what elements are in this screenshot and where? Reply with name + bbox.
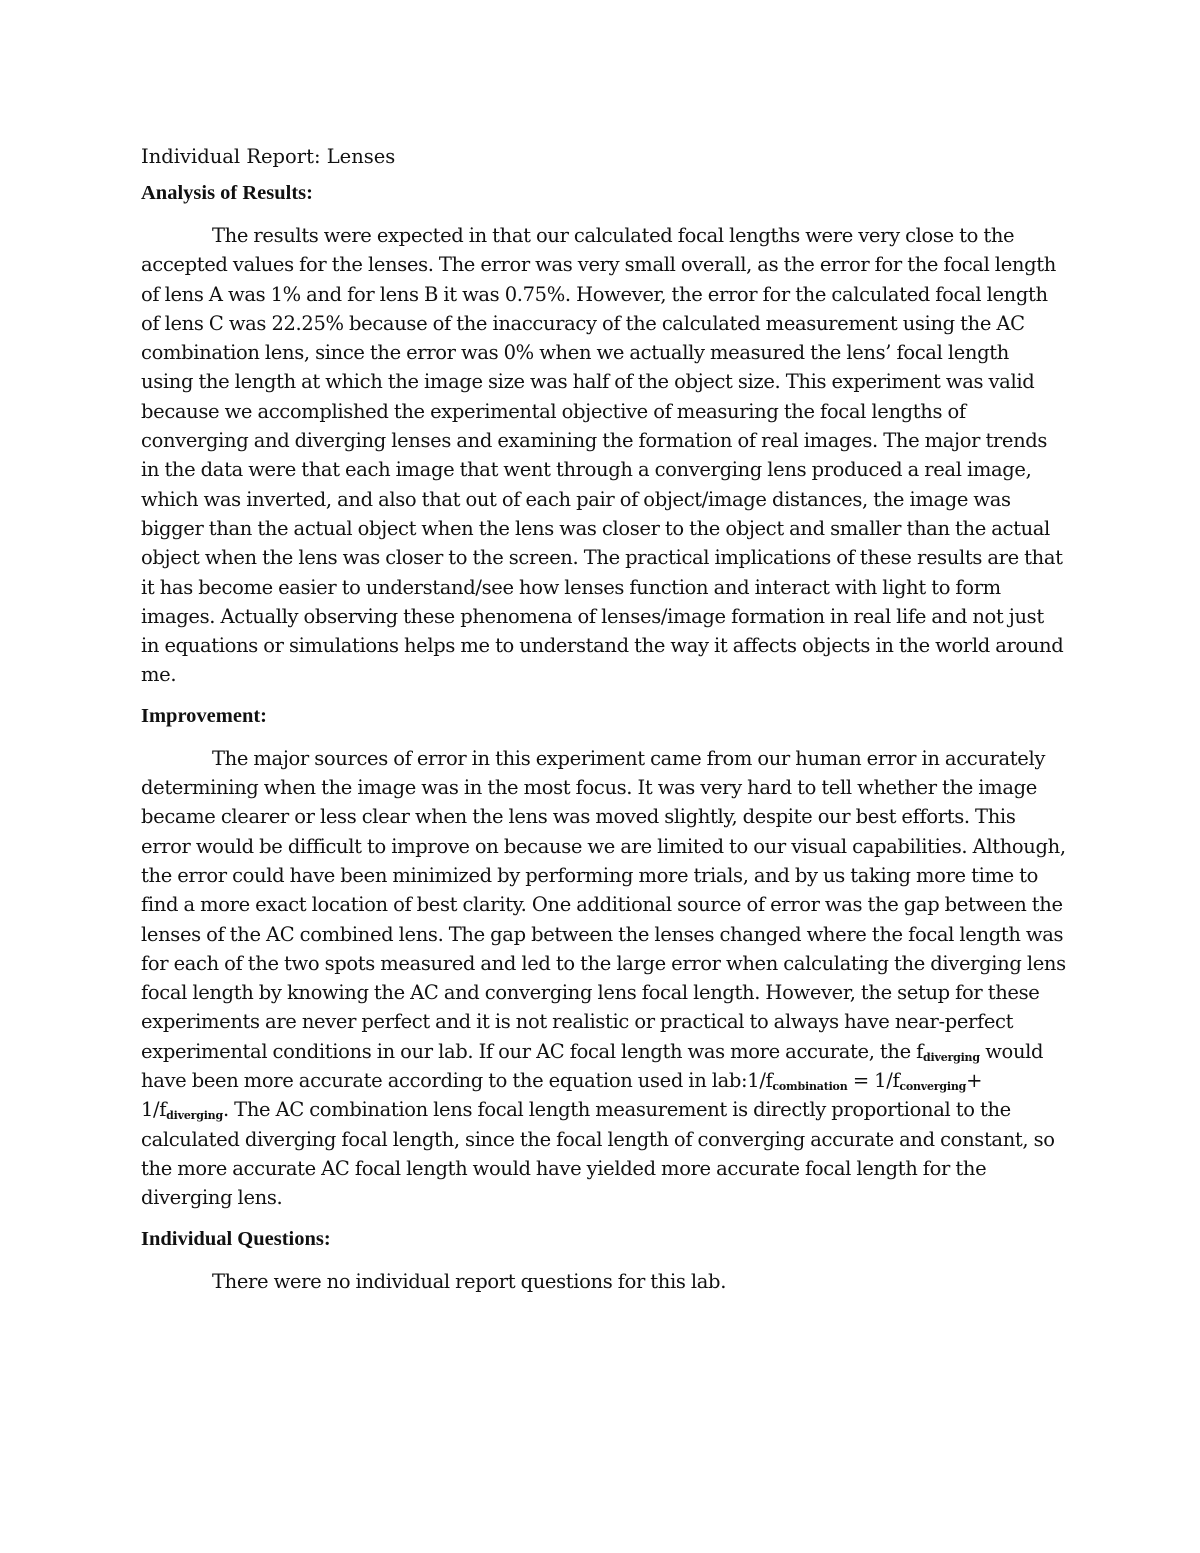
analysis-paragraph: The results were expected in that our calculated focal lengths were very close to the accepted values for the lenses. The error was very small overall, as the error for the focal length of lens A was 1% and for lens B it was 0.75%. However, the error for the calculated focal length of lens C was 22.25% because of the inaccuracy of the calculated measurement using the AC combination lens, since the error was 0% when we actually measured the lens’ focal length using the length at which the image size was half of the object size. This experiment was valid because we accomplished the experimental objective of measuring the focal lengths of converging and diverging lenses and examining the formation of real images. The major trends in the data were that each image that went through a converging lens produced a real image, which was inverted, and also that out of each pair of object/image distances, the image was bigger than the actual object when the lens was closer to the object and smaller than the actual object when the lens was closer to the screen. The practical implications of these results are that it has become easier to understand/see how lenses function and interact with light to form images. Actually observing these phenomena of lenses/image formation in real life and not just in equations or simulations helps me to understand the way it affects objects in the world around me. <box>141 224 1064 687</box>
improvement-text-3: = 1/f <box>847 1069 900 1093</box>
subscript-combination: combination <box>772 1080 848 1094</box>
improvement-text-4: + 1/f <box>141 1069 983 1122</box>
section-heading-individual-questions: Individual Questions: <box>141 1227 331 1250</box>
improvement-text-5: . The AC combination lens focal length measurement is directly proportional to the calculated diverging focal length, since the focal length of converging accurate and constant, so the more accurate AC focal length would have yielded more accurate focal length for the diverging lens. <box>141 1098 1055 1210</box>
document-title: Individual Report: Lenses <box>141 145 396 168</box>
improvement-text-2: would have been more accurate according to the equation used in lab:1/f <box>141 1039 1044 1093</box>
subscript-diverging: diverging <box>923 1050 980 1064</box>
improvement-text-1: The major sources of error in this experiment came from our human error in accurately determining when the image was in the most focus. It was very hard to tell whether the image became clearer or less clear when the lens was moved slightly, despite our best efforts. This error would be difficult to improve on because we are limited to our visual capabilities. Although, the error could have been minimized by performing more trials, and by us taking more time to find a more exact location of best clarity. One additional source of error was the gap between the lenses of the AC combined lens. The gap between the lenses changed where the focal length was for each of the two spots measured and led to the large error when calculating the diverging lens focal length by knowing the AC and converging lens focal length. However, the setup for these experiments are never perfect and it is not realistic or practical to always have near-perfect experimental conditions in our lab. If our AC focal length was more accurate, the f <box>141 746 1066 1063</box>
individual-questions-paragraph: There were no individual report questions for this lab. <box>212 1269 727 1293</box>
section-heading-analysis: Analysis of Results: <box>141 182 313 204</box>
subscript-diverging-2: diverging <box>166 1109 223 1123</box>
document-content <box>141 141 1066 1308</box>
section-heading-improvement: Improvement: <box>141 704 268 727</box>
improvement-paragraph <box>141 744 1066 1213</box>
subscript-converging: converging <box>899 1080 967 1094</box>
